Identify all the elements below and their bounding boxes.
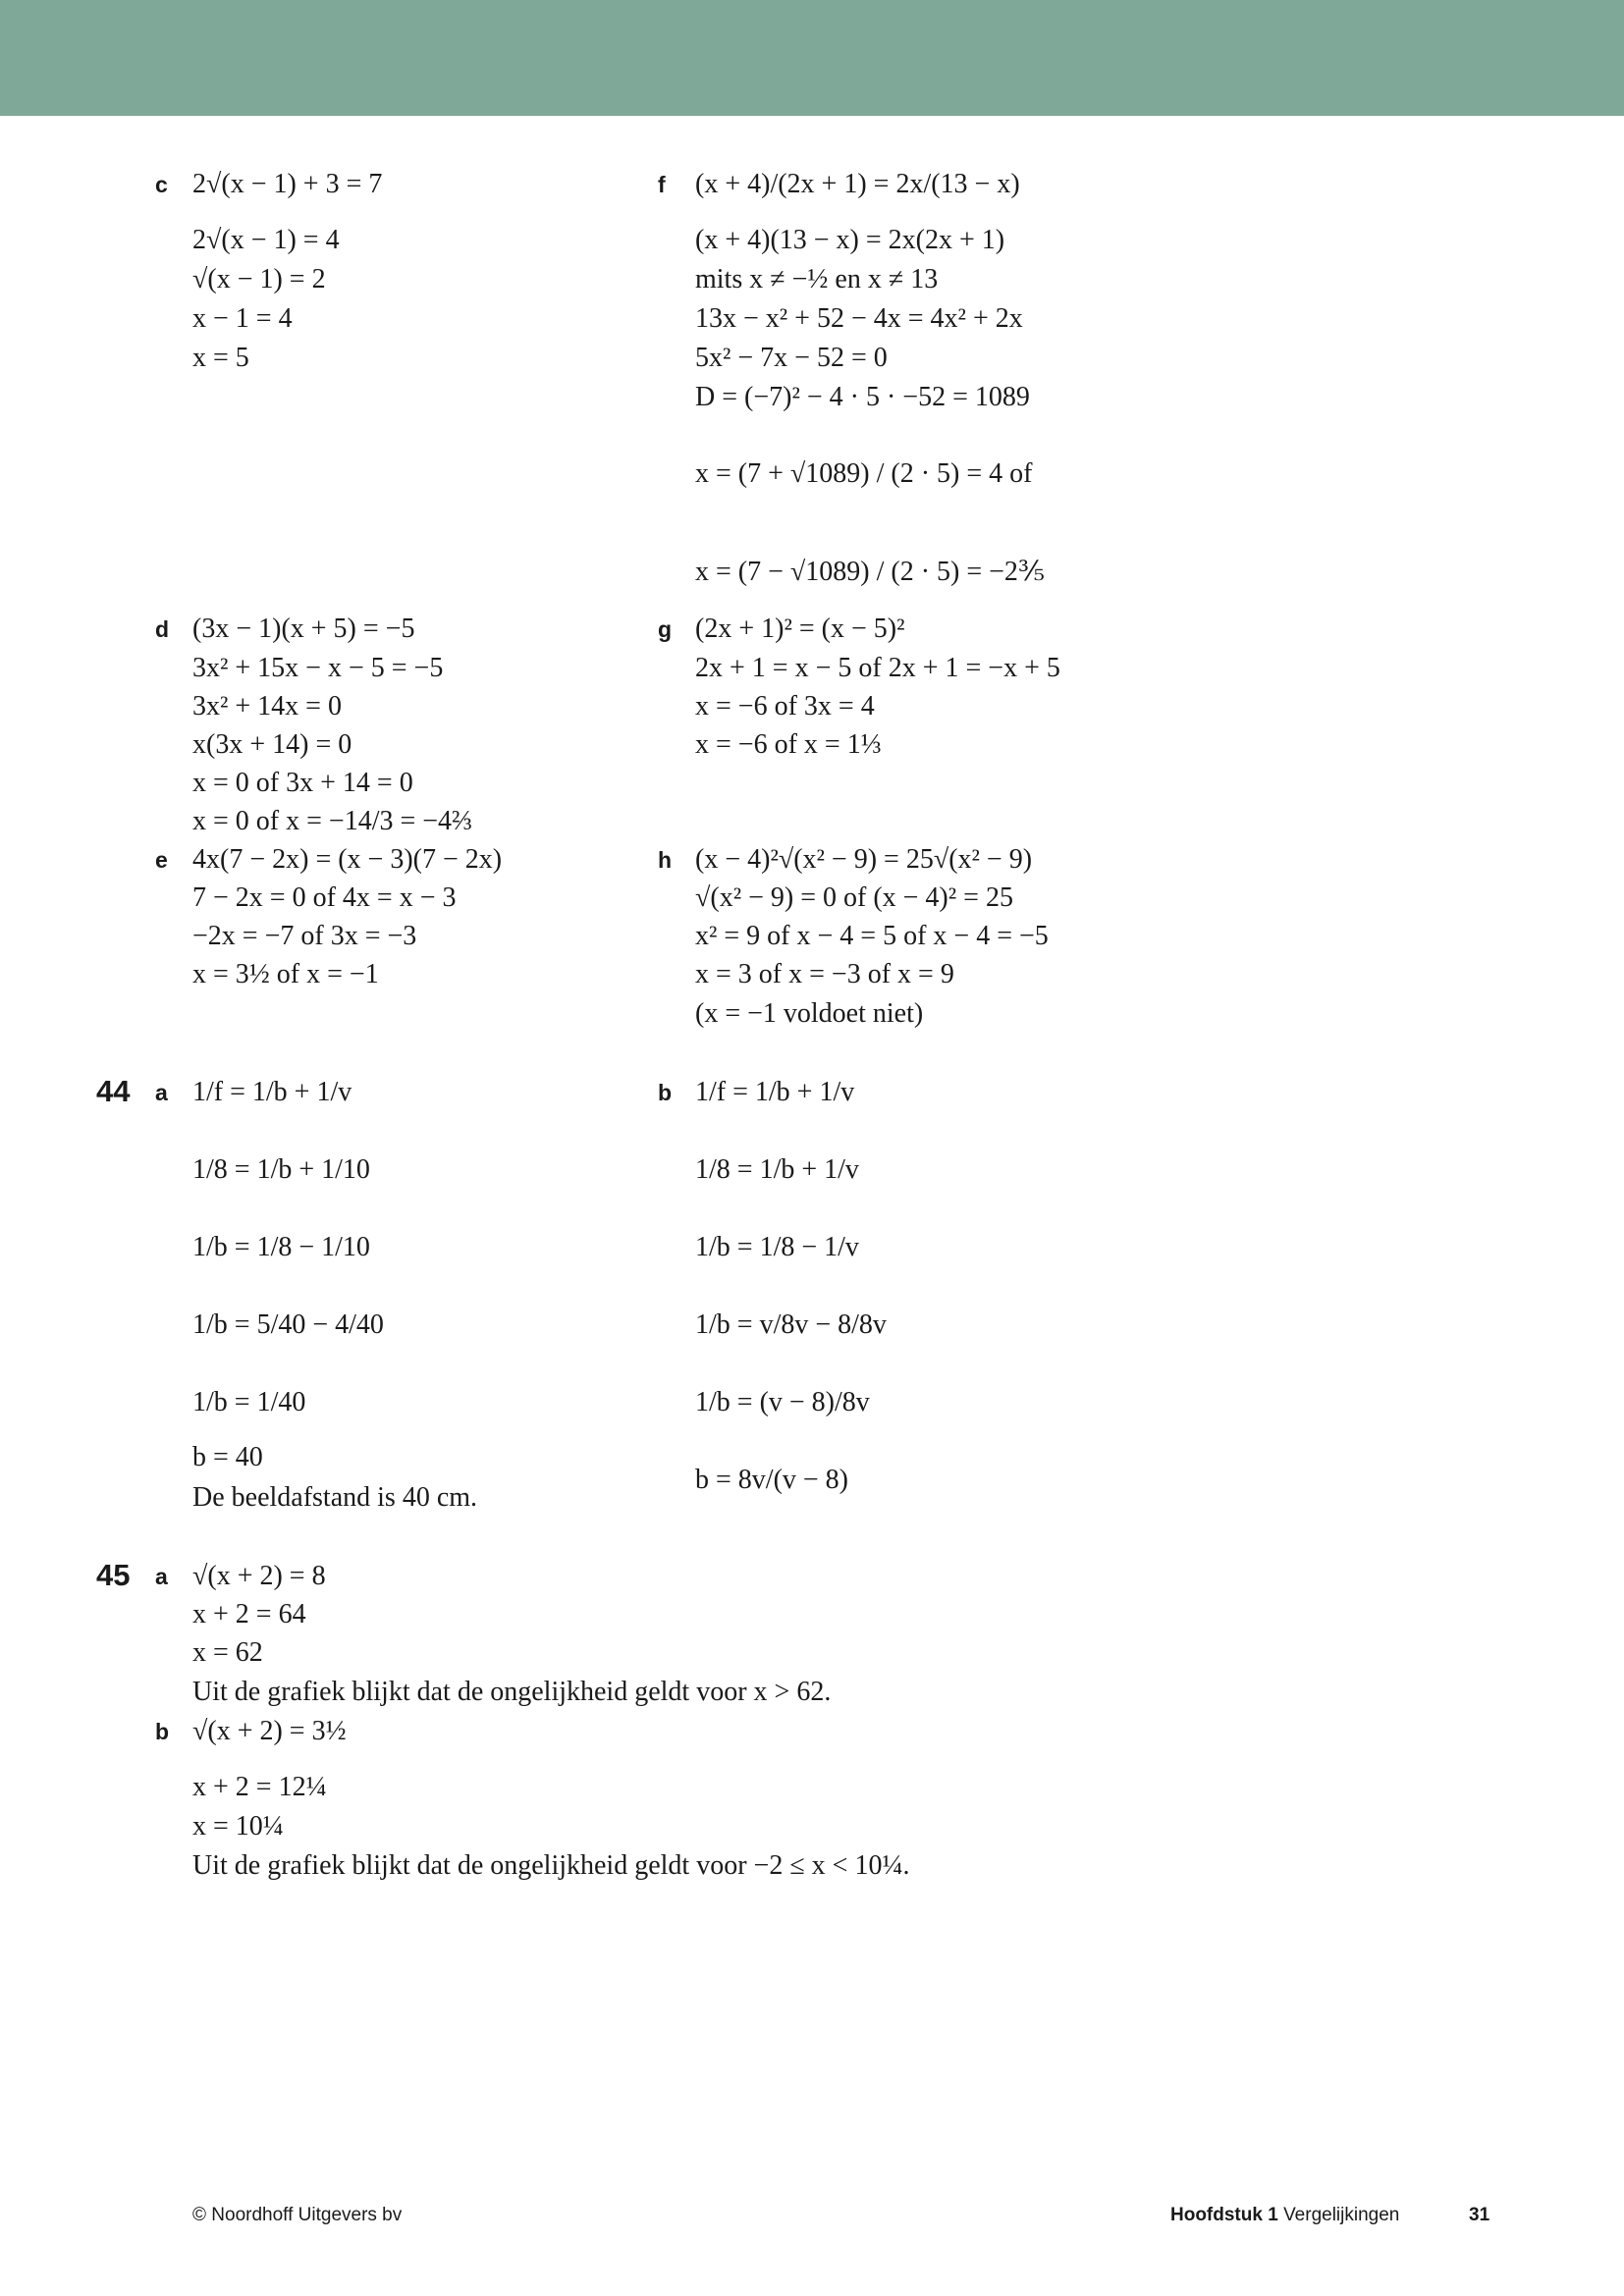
equation-line: (x − 4)²√(x² − 9) = 25√(x² − 9) [695,844,1033,875]
header-bar [0,0,1624,116]
equation-line: (x + 4)(13 − x) = 2x(2x + 1) [695,225,1005,255]
equation-line: x = 3 of x = −3 of x = 9 [695,959,954,989]
part-label-f: f [658,172,666,197]
publisher-credit: © Noordhoff Uitgevers bv [192,2205,403,2225]
equation-line: √(x − 1) = 2 [192,264,326,294]
equation-line: 1/8 = 1/b + 1/10 [192,1154,370,1185]
equation-line: D = (−7)² − 4 · 5 · −52 = 1089 [695,382,1030,412]
equation-line: b = 8v/(v − 8) [695,1465,849,1495]
equation-line: x = 0 of 3x + 14 = 0 [192,768,413,798]
equation-line: 1/b = 1/8 − 1/10 [192,1232,370,1262]
page-number: 31 [1469,2205,1490,2225]
chapter-reference [1170,2204,1399,2227]
equation-line: 1/b = v/8v − 8/8v [695,1309,887,1340]
equation-line: x = 0 of x = −14/3 = −4⅔ [192,806,473,836]
equation-line: (x + 4)/(2x + 1) = 2x/(13 − x) [695,169,1020,199]
equation-line: 7 − 2x = 0 of 4x = x − 3 [192,882,457,913]
equation-line: 13x − x² + 52 − 4x = 4x² + 2x [695,303,1023,334]
equation-line: Uit de grafiek blijkt dat de ongelijkheid geldt voor −2 ≤ x < 10¼. [192,1850,910,1881]
equation-line: x = (7 + √1089) / (2 · 5) = 4 of [695,458,1033,489]
equation-line: 3x² + 15x − x − 5 = −5 [192,653,444,683]
exercise-number-45: 45 [96,1558,131,1592]
chapter-label: Hoofdstuk 1 [1170,2205,1278,2225]
equation-line: 2√(x − 1) + 3 = 7 [192,169,383,199]
equation-line: x = 10¼ [192,1811,284,1842]
equation-line: mits x ≠ −½ en x ≠ 13 [695,264,939,294]
equation-line: (3x − 1)(x + 5) = −5 [192,614,415,644]
equation-line: x(3x + 14) = 0 [192,729,352,760]
equation-line: 2x + 1 = x − 5 of 2x + 1 = −x + 5 [695,653,1060,683]
equation-line: b = 40 [192,1442,263,1472]
part-label-d: d [155,616,170,642]
equation-line: 1/b = 1/40 [192,1387,306,1417]
equation-line: (2x + 1)² = (x − 5)² [695,614,905,644]
equation-line: 1/8 = 1/b + 1/v [695,1154,859,1185]
part-label-45a: a [155,1564,168,1589]
equation-line: x + 2 = 12¼ [192,1772,327,1802]
equation-line: x = 5 [192,343,249,373]
equation-line: 1/b = 1/8 − 1/v [695,1232,859,1262]
equation-line: x = −6 of 3x = 4 [695,691,875,721]
equation-line: 1/b = 5/40 − 4/40 [192,1309,384,1340]
equation-line: √(x² − 9) = 0 of (x − 4)² = 25 [695,882,1013,913]
part-label-c: c [155,172,168,197]
part-label-g: g [658,616,673,642]
equation-line: √(x + 2) = 8 [192,1561,326,1591]
equation-line: 3x² + 14x = 0 [192,691,342,721]
equation-line: 5x² − 7x − 52 = 0 [695,343,888,373]
equation-line: De beeldafstand is 40 cm. [192,1482,478,1513]
equation-line: x = (7 − √1089) / (2 · 5) = −2⅗ [695,557,1046,587]
equation-line: x² = 9 of x − 4 = 5 of x − 4 = −5 [695,921,1049,951]
part-label-44b: b [658,1080,673,1105]
equation-line: 4x(7 − 2x) = (x − 3)(7 − 2x) [192,844,503,875]
part-label-44a: a [155,1080,168,1105]
chapter-title: Vergelijkingen [1283,2205,1400,2225]
equation-line: 2√(x − 1) = 4 [192,225,340,255]
equation-line: x + 2 = 64 [192,1599,306,1629]
equation-line: x = 3½ of x = −1 [192,959,379,989]
part-label-h: h [658,847,673,873]
equation-line: 1/f = 1/b + 1/v [695,1077,855,1107]
equation-line: x = 62 [192,1637,263,1668]
part-label-e: e [155,847,168,873]
equation-line: x = −6 of x = 1⅓ [695,729,882,760]
equation-line: Uit de grafiek blijkt dat de ongelijkheid geldt voor x > 62. [192,1677,832,1707]
exercise-number-44: 44 [96,1074,131,1108]
equation-line: 1/f = 1/b + 1/v [192,1077,352,1107]
part-label-45b: b [155,1719,170,1744]
equation-line: −2x = −7 of 3x = −3 [192,921,417,951]
equation-line: 1/b = (v − 8)/8v [695,1387,870,1417]
equation-line: √(x + 2) = 3½ [192,1716,347,1746]
equation-line: x − 1 = 4 [192,303,293,334]
equation-line: (x = −1 voldoet niet) [695,998,924,1029]
